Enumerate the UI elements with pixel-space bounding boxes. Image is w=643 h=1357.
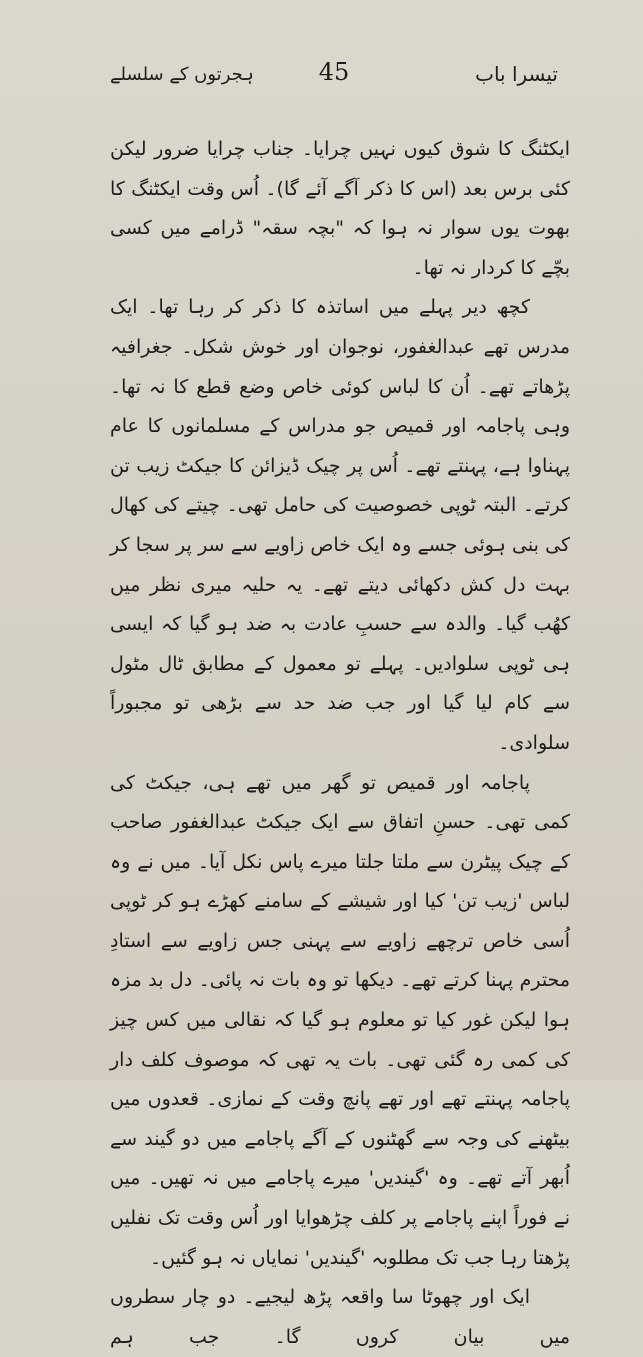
paragraph-4: ایک اور چھوٹا سا واقعہ پڑھ لیجیے۔ دو چار سطروں میں بیان کروں گا۔ جب ہم bbox=[110, 1286, 570, 1348]
book-title: ہجرتوں کے سلسلے bbox=[110, 64, 254, 85]
page-header bbox=[110, 58, 558, 98]
paragraph-3: پاجامہ اور قمیص تو گھر میں تھے ہی، جیکٹ کی کمی تھی۔ حسنِ اتفاق سے ایک جیکٹ عبدالغفور صاحب کے چیک پیٹرن سے ملتا جلتا میرے پاس نکل آیا۔ میں نے وہ لباس 'زیب تن' کیا اور شیشے کے سامنے کھڑے ہو کر ٹوپی اُسی خاص ترچھے زاویے سے پہنی جس زاویے سے استادِ محترم پہنا کرتے تھے۔ دیکھا تو وہ بات نہ پائی۔ دل بد مزہ ہوا لیکن غور کیا تو معلوم ہو گیا کہ نقالی میں کس چیز کی کمی رہ گئی تھی۔ بات یہ تھی کہ موصوف کلف دار پاجامہ پہنتے تھے اور تھے پانچ وقت کے نمازی۔ قعدوں میں بیٹھنے کی وجہ سے گھٹنوں کے آگے پاجامے میں دو گیند سے اُبھر آتے تھے۔ وہ 'گیندیں' میرے پاجامے میں نہ تھیں۔ میں نے فوراً اپنے پاجامے پر کلف چڑھوایا اور اُس وقت تک نفلیں پڑھتا رہا جب تک مطلوبہ 'گیندیں' نمایاں نہ ہو گئیں۔ bbox=[110, 771, 570, 1269]
paragraph-2: کچھ دیر پہلے میں اساتذہ کا ذکر کر رہا تھا۔ ایک مدرس تھے عبدالغفور، نوجوان اور خوش شکل۔ جغرافیہ پڑھاتے تھے۔ اُن کا لباس کوئی خاص وضع قطع کا نہ تھا۔ وہی پاجامہ اور قمیص جو مدراس کے مسلمانوں کا عام پہناوا ہے، پہنتے تھے۔ اُس پر چیک ڈیزائن کا جیکٹ زیب تن کرتے۔ البتہ ٹوپی خصوصیت کی حامل تھی۔ چیتے کی کھال کی بنی ہوئی جسے وہ ایک خاص زاویے سے سر پر سجا کر بہت دل کش دکھائی دیتے تھے۔ یہ حلیہ میری نظر میں کھُب گیا۔ والدہ سے حسبِ عادت بہ ضد ہو گیا کہ ایسی ہی ٹوپی سلوادیں۔ پہلے تو معمول کے مطابق ٹال مٹول سے کام لیا گیا اور جب ضد حد سے بڑھی تو مجبوراً سلوادی۔ bbox=[110, 296, 570, 754]
chapter-title: تیسرا باب bbox=[475, 62, 558, 86]
page-number: 45 bbox=[318, 58, 350, 86]
paragraph-1: ایکٹنگ کا شوق کیوں نہیں چرایا۔ جناب چرایا ضرور لیکن کئی برس بعد (اس کا ذکر آگے آئے گا)۔ اُس وقت ایکٹنگ کا بھوت یوں سوار نہ ہوا کہ "بچہ سقہ" ڈرامے میں کسی بچّے کا کردار نہ تھا۔ bbox=[110, 138, 570, 279]
page-body bbox=[110, 130, 570, 1357]
